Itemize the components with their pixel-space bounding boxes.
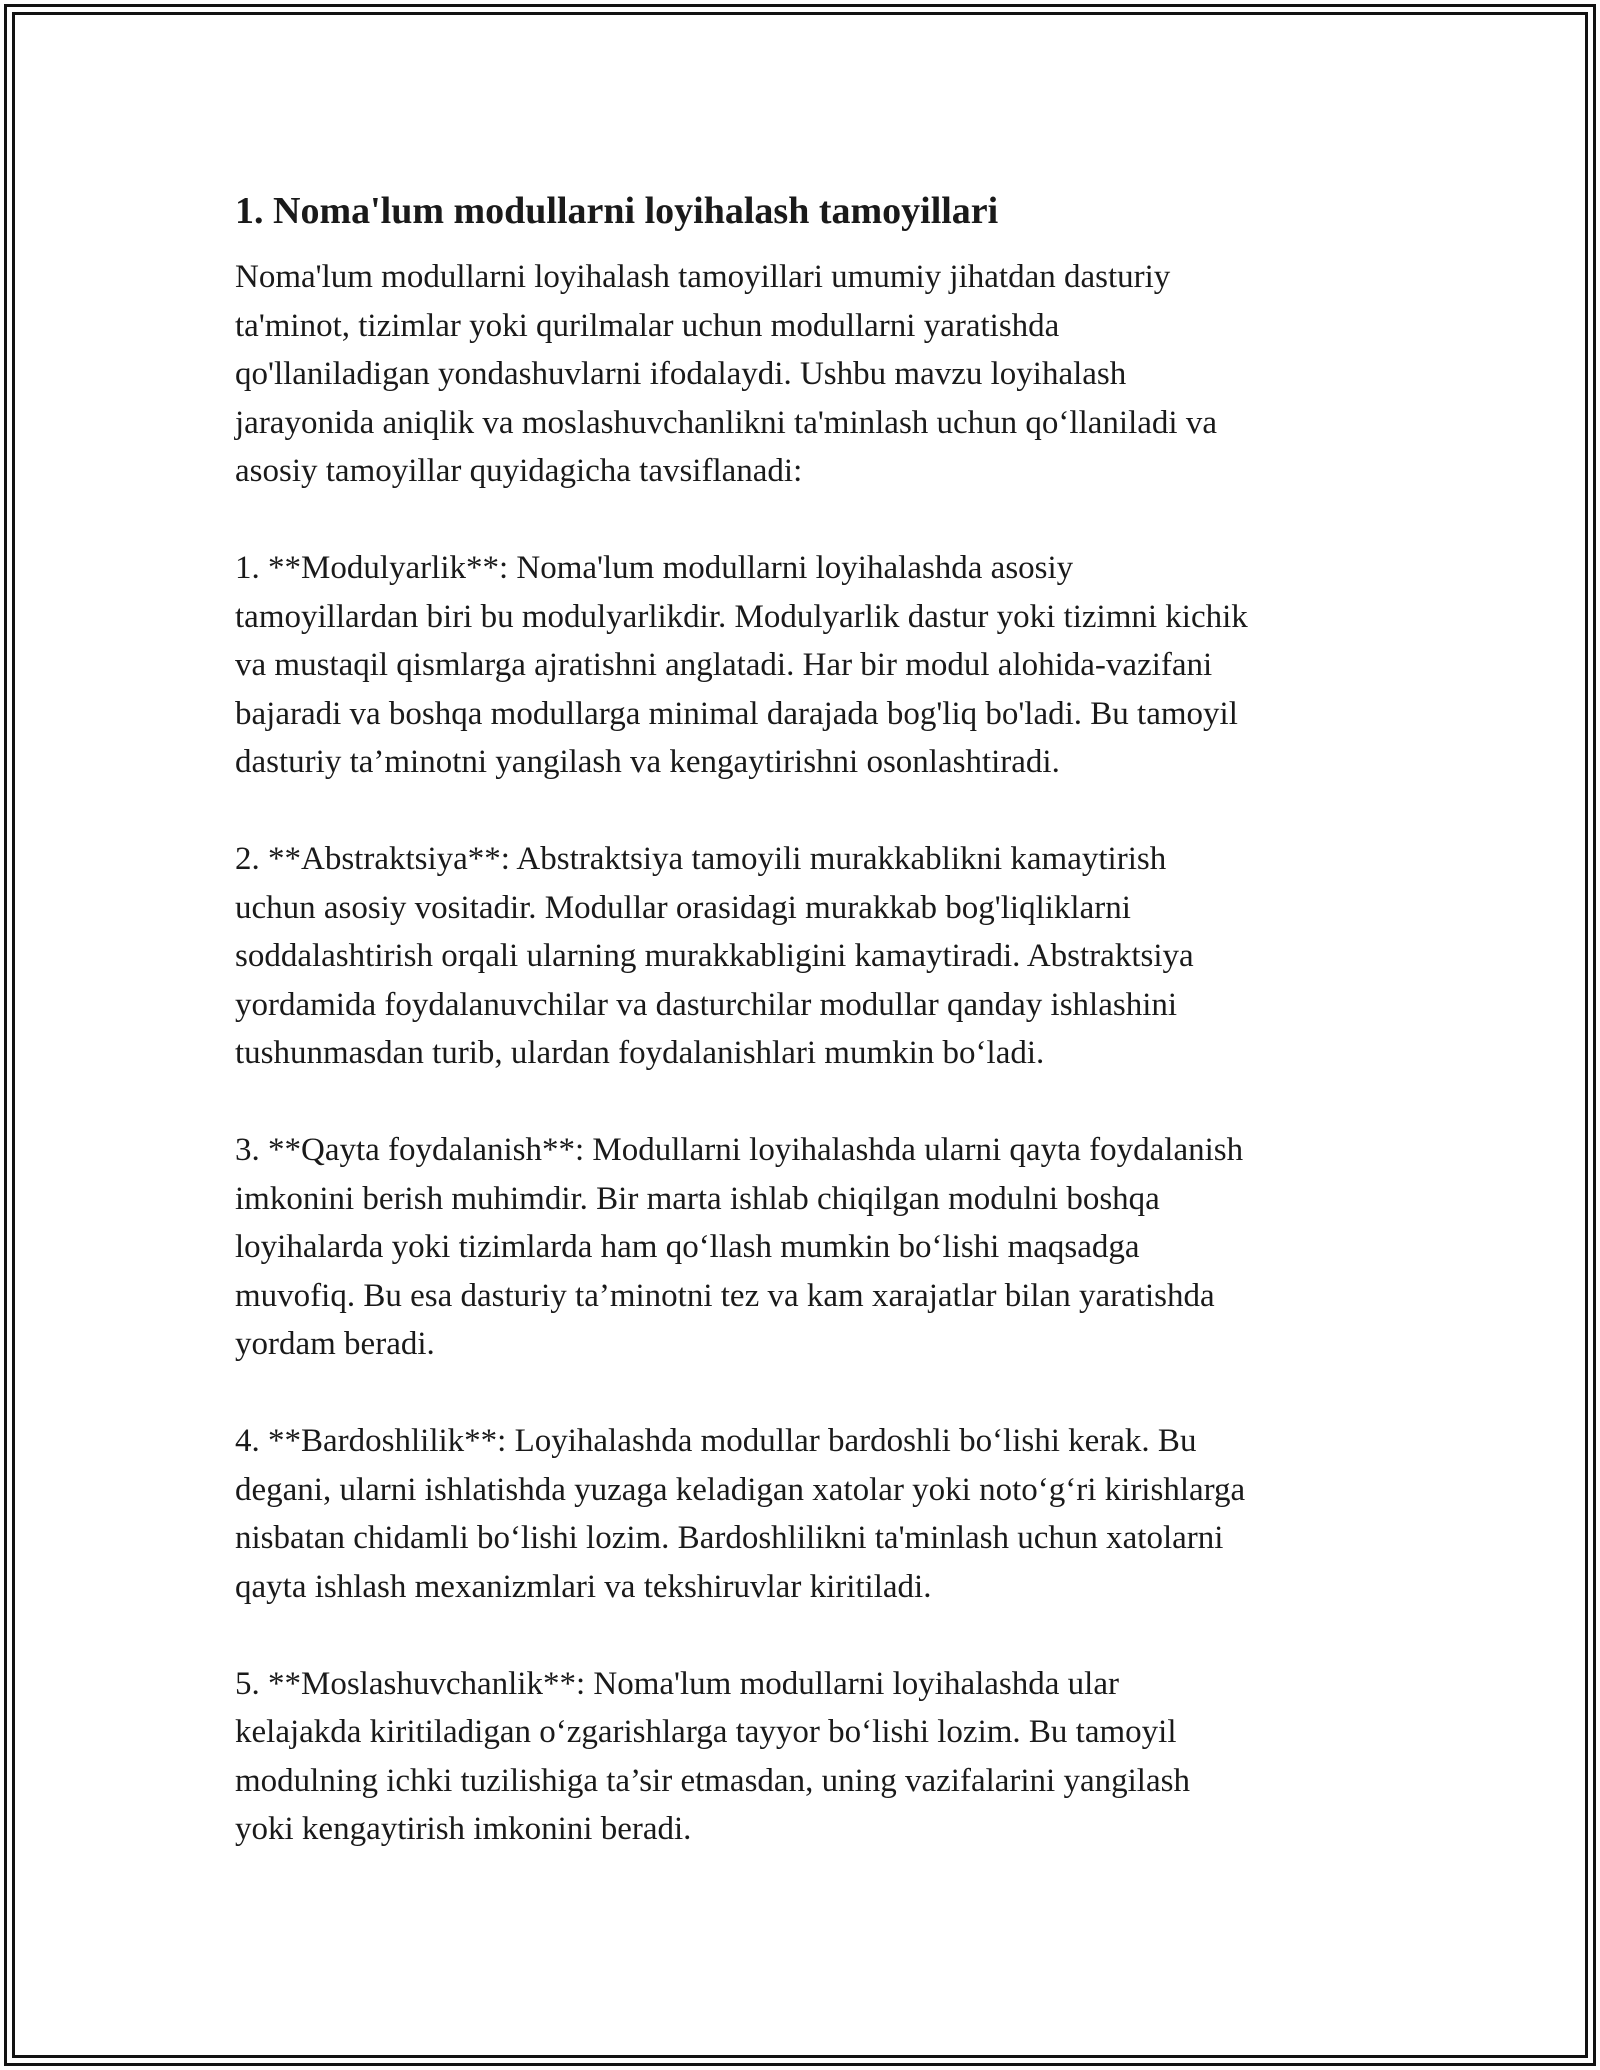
paragraph-abstraktsiya: 2. **Abstraktsiya**: Abstraktsiya tamoyili murakkablikni kamaytirish uchun asosiy vositadir. Modullar orasidagi murakkab bog'liqliklarni soddalashtirish orqali ularning murakkabligini kamaytiradi. Abstraktsiya yordamida foydalanuvchilar va dasturchilar modullar qanday ishlashini tushunmasdan turib, ulardan foydalanishlari mumkin bo‘ladi. bbox=[235, 841, 1194, 1071]
paragraph-qayta-foydalanish: 3. **Qayta foydalanish**: Modullarni loyihalashda ularni qayta foydalanish imkonini berish muhimdir. Bir marta ishlab chiqilgan modulni boshqa loyihalarda yoki tizimlarda ham qo‘llash mumkin bo‘lishi maqsadga muvofiq. Bu esa dasturiy ta’minotni tez va kam xarajatlar bilan yaratishda yordam beradi. bbox=[235, 1132, 1244, 1362]
paragraph-moslashuvchanlik: 5. **Moslashuvchanlik**: Noma'lum modullarni loyihalashda ular kelajakda kiritiladigan o‘zgarishlarga tayyor bo‘lishi lozim. Bu tamoyil modulning ichki tuzilishiga ta’sir etmasdan, uning vazifalarini yangilash yoki kengaytirish imkonini beradi. bbox=[235, 1665, 1190, 1847]
paragraph-bardoshlilik: 4. **Bardoshlilik**: Loyihalashda modullar bardoshli bo‘lishi kerak. Bu degani, ularni ishlatishda yuzaga keladigan xatolar yoki noto‘g‘ri kirishlarga nisbatan chidamli bo‘lishi lozim. Bardoshlilikni ta'minlash uchun xatolarni qayta ishlash mexanizmlari va tekshiruvlar kiritiladi. bbox=[235, 1423, 1246, 1605]
intro-paragraph: Noma'lum modullarni loyihalash tamoyillari umumiy jihatdan dasturiy ta'minot, tizimlar yoki qurilmalar uchun modullarni yaratishda qo'llaniladigan yondashuvlarni ifodalaydi. Ushbu mavzu loyihalash jarayonida aniqlik va moslashuvchanlikni ta'minlash uchun qo‘llaniladi va asosiy tamoyillar quyidagicha tavsiflanadi: bbox=[235, 259, 1217, 489]
document-title: 1. Noma'lum modullarni loyihalash tamoyillari bbox=[235, 190, 999, 232]
document-body bbox=[235, 185, 1385, 1902]
paragraph-modulyarlik: 1. **Modulyarlik**: Noma'lum modullarni loyihalashda asosiy tamoyillardan biri bu modulyarlikdir. Modulyarlik dastur yoki tizimni kichik va mustaqil qismlarga ajratishni anglatadi. Har bir modul alohida-vazifani bajaradi va boshqa modullarga minimal darajada bog'liq bo'ladi. Bu tamoyil dasturiy ta’minotni yangilash va kengaytirishni osonlashtiradi. bbox=[235, 550, 1248, 780]
